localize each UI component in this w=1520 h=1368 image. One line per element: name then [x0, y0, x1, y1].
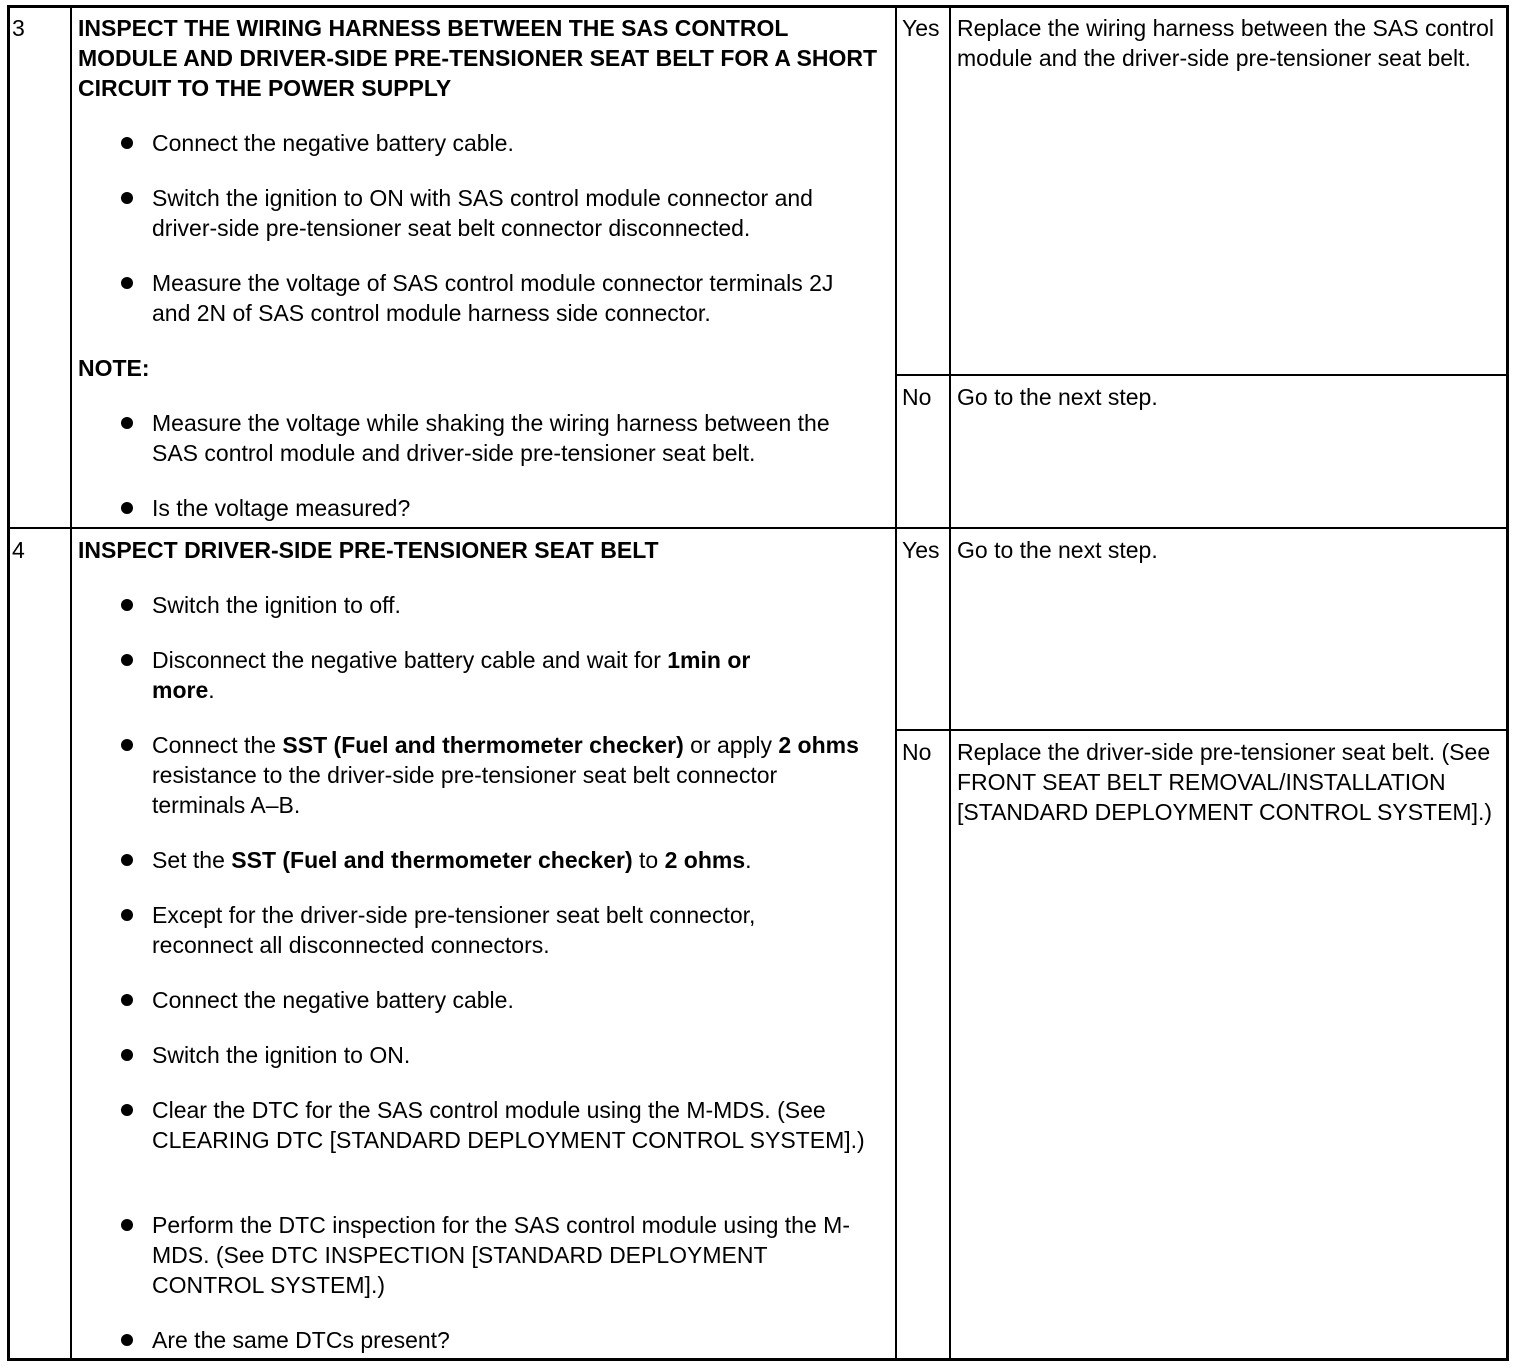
- step-instruction: Connect the SST (Fuel and thermometer checker) or apply 2 ohms resistance to the driver-side pre-tensioner seat belt connector terminals A–B.: [152, 732, 859, 818]
- bullet-icon: [121, 137, 133, 149]
- step-instruction: Connect the negative battery cable.: [152, 987, 514, 1013]
- result-no-action: Replace the driver-side pre-tensioner seat belt. (See FRONT SEAT BELT REMOVAL/INSTALLATION [STANDARD DEPLOYMENT CONTROL SYSTEM].): [957, 739, 1493, 825]
- bullet-icon: [121, 502, 133, 514]
- step-instruction: Clear the DTC for the SAS control module using the M-MDS. (See CLEARING DTC [STANDARD DEPLOYMENT CONTROL SYSTEM].): [152, 1097, 865, 1153]
- result-yes-label: Yes: [902, 537, 940, 563]
- result-yes-action: Replace the wiring harness between the SAS control module and the driver-side pre-tensioner seat belt.: [957, 15, 1494, 71]
- table-border-right: [1506, 5, 1509, 1361]
- step-title: INSPECT DRIVER-SIDE PRE-TENSIONER SEAT BELT: [78, 537, 659, 563]
- result-yes-label: Yes: [902, 15, 940, 41]
- bullet-icon: [121, 1049, 133, 1061]
- table-border-top: [7, 5, 1509, 8]
- step-number: 4: [12, 537, 25, 563]
- row-divider-step4-yes-no: [895, 729, 1509, 731]
- table-border-left: [7, 5, 10, 1361]
- result-no-label: No: [902, 739, 932, 765]
- bullet-icon: [121, 994, 133, 1006]
- column-divider-step: [70, 5, 72, 1361]
- step-instruction: Switch the ignition to ON with SAS control module connector and driver-side pre-tensioner seat belt connector disconnected.: [152, 185, 813, 241]
- step-instruction: Connect the negative battery cable.: [152, 130, 514, 156]
- column-divider-result: [895, 5, 897, 1361]
- result-no-label: No: [902, 384, 932, 410]
- bullet-icon: [121, 599, 133, 611]
- step-instruction: Set the SST (Fuel and thermometer checker) to 2 ohms.: [152, 847, 752, 873]
- row-divider-step3-yes-no: [895, 374, 1509, 376]
- step-question: Is the voltage measured?: [152, 495, 411, 521]
- note-label: NOTE:: [78, 355, 150, 381]
- step-instruction: Measure the voltage while shaking the wiring harness between the SAS control module and driver-side pre-tensioner seat belt.: [152, 410, 830, 466]
- result-no-action: Go to the next step.: [957, 384, 1158, 410]
- bullet-icon: [121, 417, 133, 429]
- bullet-icon: [121, 277, 133, 289]
- step-instruction: Perform the DTC inspection for the SAS control module using the M-MDS. (See DTC INSPECTION [STANDARD DEPLOYMENT CONTROL SYSTEM].): [152, 1212, 850, 1298]
- bullet-icon: [121, 1334, 133, 1346]
- row-divider-step3-4: [7, 527, 1509, 529]
- step-instruction: Measure the voltage of SAS control module connector terminals 2J and 2N of SAS control module harness side connector.: [152, 270, 834, 326]
- bullet-icon: [121, 1219, 133, 1231]
- bullet-icon: [121, 739, 133, 751]
- step-number: 3: [12, 15, 25, 41]
- table-border-bottom: [7, 1358, 1509, 1361]
- step-instruction: Disconnect the negative battery cable and wait for 1min or more.: [152, 647, 751, 703]
- column-divider-action: [949, 5, 951, 1361]
- step-title: INSPECT THE WIRING HARNESS BETWEEN THE SAS CONTROL MODULE AND DRIVER-SIDE PRE-TENSIONER SEAT BELT FOR A SHORT CIRCUIT TO THE POWER SUPPLY: [78, 15, 878, 101]
- step-question: Are the same DTCs present?: [152, 1327, 450, 1353]
- bullet-icon: [121, 1104, 133, 1116]
- bullet-icon: [121, 909, 133, 921]
- step-instruction: Except for the driver-side pre-tensioner seat belt connector, reconnect all disconnected connectors.: [152, 902, 756, 958]
- step-instruction: Switch the ignition to ON.: [152, 1042, 411, 1068]
- step-instruction: Switch the ignition to off.: [152, 592, 401, 618]
- bullet-icon: [121, 654, 133, 666]
- result-yes-action: Go to the next step.: [957, 537, 1158, 563]
- bullet-icon: [121, 192, 133, 204]
- bullet-icon: [121, 854, 133, 866]
